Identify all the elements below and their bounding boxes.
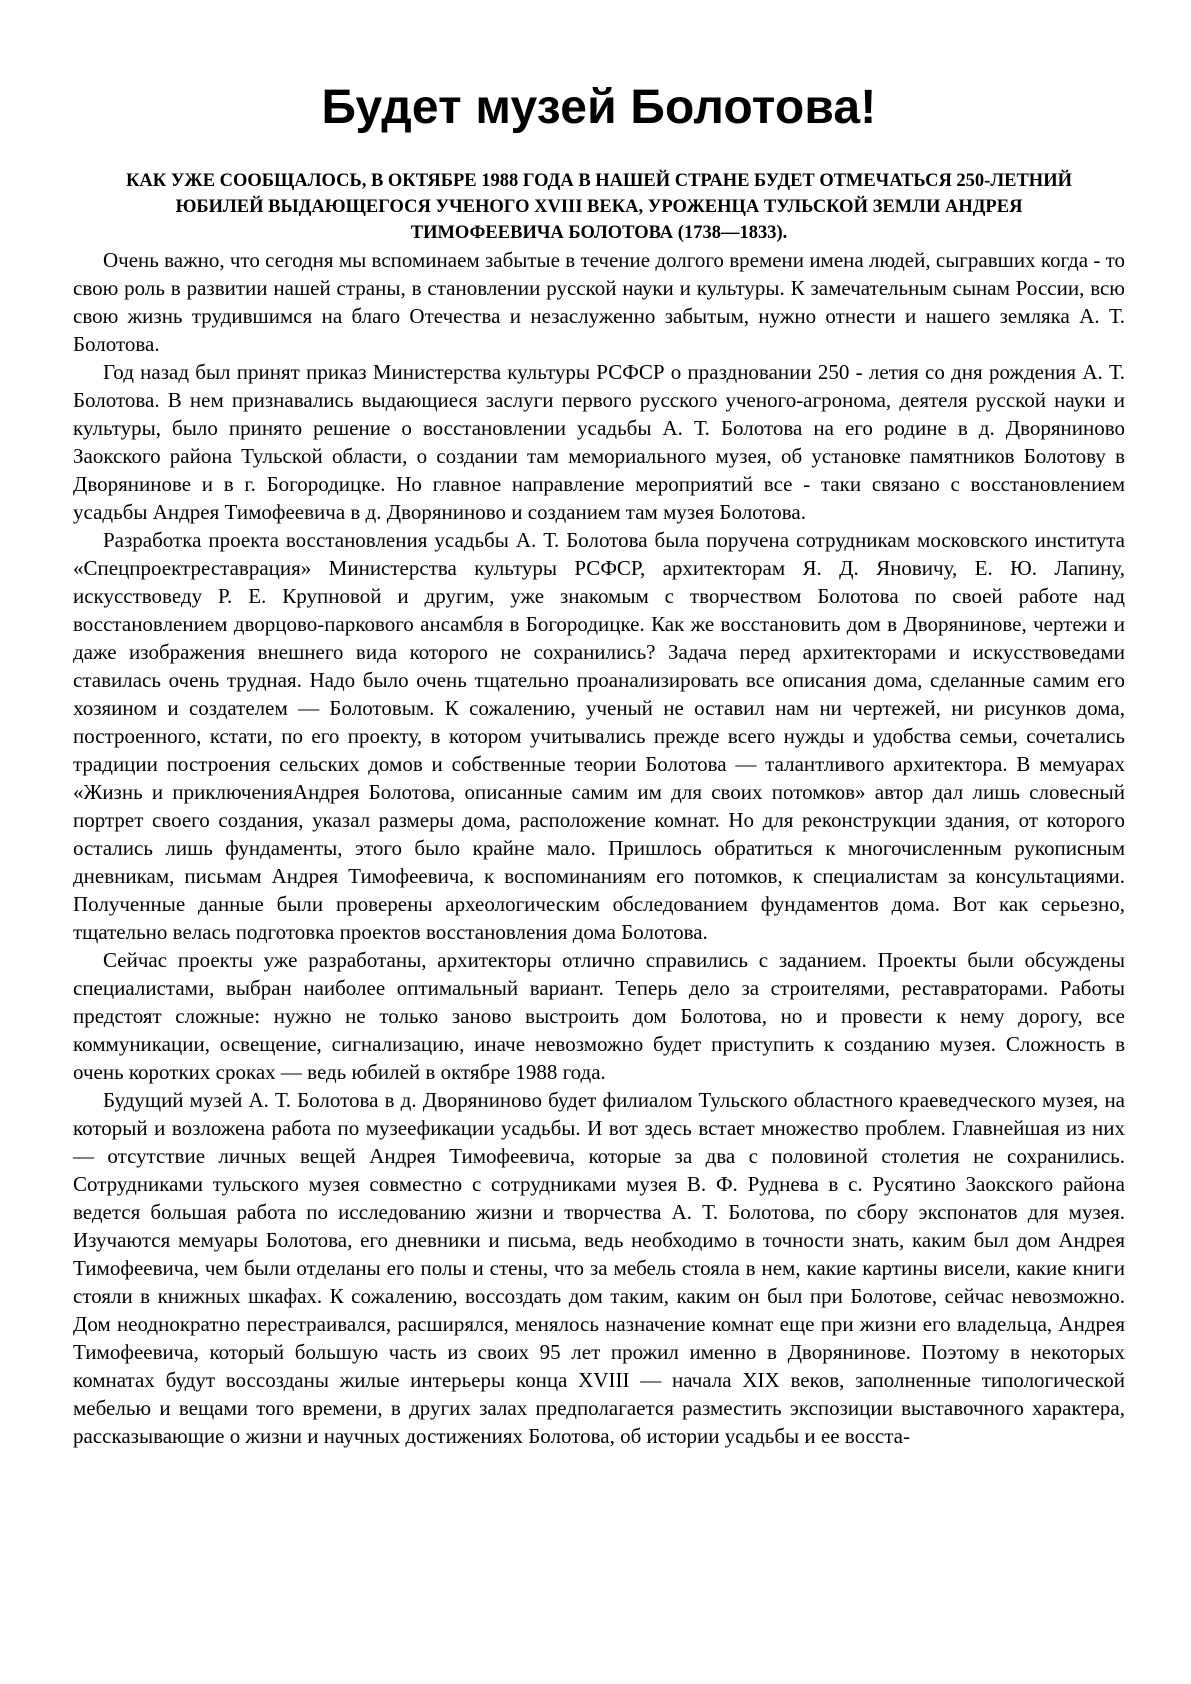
article-paragraph-4: Сейчас проекты уже разработаны, архитекторы отлично справились с заданием. Проекты были обсуждены специалистами, выбран наиболее оптимальный вариант. Теперь дело за строителями, реставраторами. Работы предстоят сложные: нужно не только заново выстроить дом Болотова, но и провести к нему дорогу, все коммуникации, освещение, сигнализацию, иначе невозможно будет приступить к созданию музея. Сложность в очень коротких сроках — ведь юбилей в октябре 1988 года. [73, 948, 1125, 1084]
article-paragraph-2: Год назад был принят приказ Министерства культуры РСФСР о праздновании 250 - летия со дня рождения А. Т. Болотова. В нем признавались выдающиеся заслуги первого русского ученого-агронома, деятеля русской науки и культуры, было принято решение о восстановлении усадьбы А. Т. Болотова на его родине в д. Дворянинoво Заокского района Тульской области, о создании там мемориального музея, об установке памятников Болотову в Дворянинове и в г. Богородицке. Но главное направление мероприятий все - таки связано с восстановлением усадьбы Андрея Тимофеевича в д. Дворянинoво и созданием там музея Болотова. [73, 360, 1125, 524]
article-lead: КАК УЖЕ СООБЩАЛОСЬ, В ОКТЯБРЕ 1988 ГОДА В НАШЕЙ СТРАНЕ БУДЕТ ОТМЕЧАТЬСЯ 250-ЛЕТНИЙ ЮБИЛЕЙ ВЫДАЮЩЕГОСЯ УЧЕНОГО XVIII ВЕКА, УРОЖЕНЦА ТУЛЬСКОЙ ЗЕМЛИ АНДРЕЯ ТИМОФЕЕВИЧА БОЛОТОВА (1738—1833). [126, 171, 1072, 243]
article-title: Будет музей Болотова! [321, 81, 877, 134]
article-paragraph-3: Разработка проекта восстановления усадьбы А. Т. Болотова была поручена сотрудникам московского института «Спецпроектреставрация» Министерства культуры РСФСР, архитекторам Я. Д. Яновичу, Е. Ю. Лапину, искусствоведу Р. Е. Крупновой и другим, уже знакомым с творчеством Болотова по своей работе над восстановлением дворцово-паркового ансамбля в Богородицке. Как же восстановить дом в Дворянинове, чертежи и даже изображения внешнего вида которого не сохранились? Задача перед архитекторами и искусствоведами ставилась очень трудная. Надо было очень тщательно проанализировать все описания дома, сделанные самим его хозяином и создателем — Болотовым. К сожалению, ученый не оставил нам ни чертежей, ни рисунков дома, построенного, кстати, по его проекту, в котором учитывались прежде всего нужды и удобства семьи, сочетались традиции построения сельских домов и собственные теории Болотова — талантливого архитектора. В мемуарах «Жизнь и приключенияАндрея Болотова, описанные самим им для своих потомков» автор дал лишь словесный портрет своего создания, указал размеры дома, расположение комнат. Но для реконструкции здания, от которого остались лишь фундаменты, этого было крайне мало. Пришлось обратиться к многочисленным рукописным дневникам, письмам Андрея Тимофеевича, к воспоминаниям его потомков, к специалистам за консультациями. Полученные данные были проверены археологическим обследованием фундаментов дома. Вот как серьезно, тщательно велась подготовка проектов восстановления дома Болотова. [73, 528, 1125, 944]
article-paragraph-5: Будущий музей А. Т. Болотова в д. Дворянинoво будет филиалом Тульского областного краеведческого музея, на который и возложена работа по музеефикации усадьбы. И вот здесь встает множество проблем. Главнейшая из них — отсутствие личных вещей Андрея Тимофеевича, которые за два с половиной столетия не сохранились. Сотрудниками тульского музея совместно с сотрудниками музея В. Ф. Руднева в с. Русятино Заокского района ведется большая работа по исследованию жизни и творчества А. Т. Болотова, по сбору экспонатов для музея. Изучаются мемуары Болотова, его дневники и письма, ведь необходимо в точности знать, каким был дом Андрея Тимофеевича, чем были отделаны его полы и стены, что за мебель стояла в нем, какие картины висели, какие книги стояли в книжных шкафах. К сожалению, воссоздать дом таким, каким он был при Болотове, сейчас невозможно. Дом неоднократно перестраивался, расширялся, менялось назначение комнат еще при жизни его владельца, Андрея Тимофеевича, который большую часть из своих 95 лет прожил именно в Дворянинове. Поэтому в некоторых комнатах будут воссозданы жилые интерьеры конца XVIII — начала XIX веков, заполненные типологической мебелью и вещами того времени, в других залах предполагается разместить экспозиции выставочного характера, рассказывающие о жизни и научных достижениях Болотова, об истории усадьбы и ее восста- [73, 1088, 1125, 1448]
article-page [73, 80, 1125, 1450]
article-paragraph-1: Очень важно, что сегодня мы вспоминаем забытые в течение долгого времени имена людей, сыгравших когда - то свою роль в развитии нашей страны, в становлении русской науки и культуры. К замечательным сынам России, всю свою жизнь трудившимся на благо Отечества и незаслуженно забытым, нужно отнести и нашего земляка А. Т. Болотова. [73, 248, 1125, 356]
